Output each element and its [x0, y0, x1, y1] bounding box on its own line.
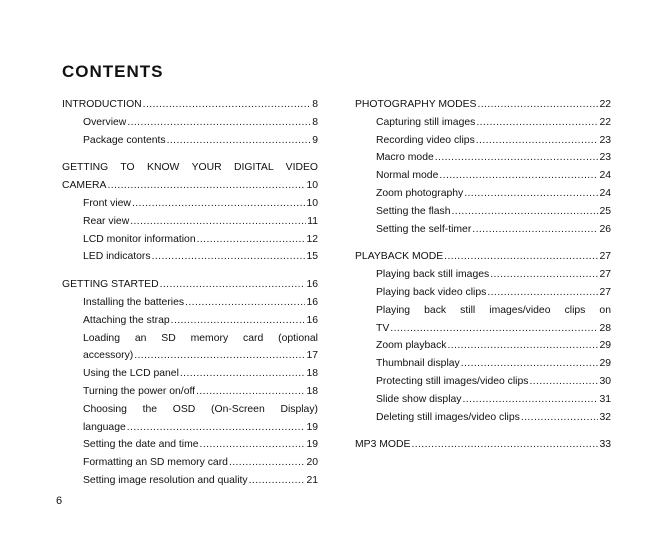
- toc-entry-page: 32: [599, 411, 611, 423]
- toc-entry-loading-sd-card-line1[interactable]: Loading an SD memory card (optional: [83, 332, 318, 344]
- toc-entry-title: PLAYBACK MODE: [355, 251, 444, 263]
- toc-entry-page: 11: [307, 215, 318, 227]
- toc-entry-page: 28: [599, 322, 611, 334]
- toc-section-playback: [355, 248, 611, 426]
- toc-entry-page: 18: [306, 368, 318, 380]
- toc-entry-getting-to-know-line1[interactable]: GETTING TO KNOW YOUR DIGITAL VIDEO: [62, 162, 318, 174]
- dot-leader: [127, 419, 306, 437]
- dot-leader: [134, 347, 305, 365]
- dot-leader: [435, 149, 599, 167]
- toc-entry-title: Normal mode: [376, 170, 439, 182]
- toc-entry-title: Slide show display: [376, 393, 462, 405]
- toc-entry-title: language: [83, 421, 126, 433]
- toc-entry-title: LED indicators: [83, 251, 151, 263]
- dot-leader: [447, 337, 598, 355]
- toc-entry-title: Setting the self-timer: [376, 223, 472, 235]
- dot-leader: [529, 373, 598, 391]
- toc-entry-title: Installing the batteries: [83, 296, 185, 308]
- toc-column-right: [355, 96, 611, 464]
- toc-entry-loading-sd-card-line2[interactable]: [62, 347, 318, 365]
- toc-entry-using-lcd-panel[interactable]: [62, 365, 318, 383]
- toc-entry-page: 10: [306, 180, 318, 192]
- toc-entry-choosing-osd-line2[interactable]: [62, 419, 318, 437]
- toc-entry-led-indicators[interactable]: [62, 248, 318, 266]
- toc-entry-package-contents[interactable]: [62, 132, 318, 150]
- toc-entry-title: GETTING STARTED: [62, 279, 159, 291]
- toc-entry-setting-date-time[interactable]: [62, 436, 318, 454]
- toc-entry-playing-on-tv-line1[interactable]: Playing back still images/video clips on: [376, 304, 611, 316]
- toc-entry-title: Attaching the strap: [83, 314, 170, 326]
- toc-entry-page: 19: [306, 421, 318, 433]
- dot-leader: [127, 114, 311, 132]
- toc-entry-title: CAMERA: [62, 180, 107, 192]
- dot-leader: [196, 383, 305, 401]
- toc-entry-title: Front view: [83, 197, 131, 209]
- toc-entry-page: 15: [306, 251, 318, 263]
- toc-entry-thumbnail-display[interactable]: [355, 355, 611, 373]
- toc-entry-title: Setting image resolution and quality: [83, 474, 248, 486]
- toc-entry-deleting-images[interactable]: [355, 409, 611, 427]
- toc-entry-page: 25: [599, 205, 611, 217]
- toc-entry-title: Overview: [83, 116, 127, 128]
- toc-entry-lcd-monitor-information[interactable]: [62, 231, 318, 249]
- toc-entry-title: PHOTOGRAPHY MODES: [355, 99, 477, 110]
- toc-entry-introduction[interactable]: [62, 96, 318, 114]
- dot-leader: [476, 114, 598, 132]
- toc-entry-normal-mode[interactable]: [355, 167, 611, 185]
- toc-entry-photography-modes[interactable]: [355, 96, 611, 114]
- dot-leader: [411, 436, 598, 454]
- toc-entry-title: Package contents: [83, 134, 166, 146]
- toc-entry-overview[interactable]: [62, 114, 318, 132]
- toc-entry-mp3-mode[interactable]: [355, 436, 611, 454]
- toc-entry-title: Turning the power on/off: [83, 385, 196, 397]
- toc-entry-page: 24: [599, 187, 611, 199]
- toc-entry-formatting-sd-card[interactable]: [62, 454, 318, 472]
- toc-entry-title: Capturing still images: [376, 116, 476, 128]
- toc-entry-title: Using the LCD panel: [83, 368, 179, 380]
- dot-leader: [477, 96, 598, 114]
- dot-leader: [461, 355, 599, 373]
- toc-entry-title: Zoom playback: [376, 340, 447, 352]
- dot-leader: [229, 454, 306, 472]
- dot-leader: [464, 185, 598, 203]
- toc-entry-page: 23: [599, 134, 611, 146]
- dot-leader: [197, 231, 306, 249]
- dot-leader: [143, 96, 312, 114]
- toc-entry-capturing-still-images[interactable]: [355, 114, 611, 132]
- toc-entry-getting-to-know-line2[interactable]: [62, 177, 318, 195]
- toc-entry-page: 12: [306, 233, 318, 245]
- toc-entry-page: 27: [599, 269, 611, 281]
- dot-leader: [130, 213, 306, 231]
- toc-entry-playing-on-tv-line2[interactable]: [355, 320, 611, 338]
- toc-entry-front-view[interactable]: [62, 195, 318, 213]
- toc-section-photography: [355, 96, 611, 238]
- dot-leader: [472, 221, 598, 239]
- toc-entry-rear-view[interactable]: [62, 213, 318, 231]
- toc-entry-page: 16: [306, 279, 318, 291]
- toc-entry-zoom-playback[interactable]: [355, 337, 611, 355]
- dot-leader: [171, 312, 306, 330]
- toc-section-introduction: [62, 96, 318, 149]
- toc-entry-title: Thumbnail display: [376, 358, 460, 370]
- toc-entry-playback-mode[interactable]: [355, 248, 611, 266]
- toc-entry-page: 30: [599, 375, 611, 387]
- toc-entry-zoom-photography[interactable]: [355, 185, 611, 203]
- toc-entry-installing-batteries[interactable]: [62, 294, 318, 312]
- toc-entry-page: 27: [599, 251, 611, 263]
- toc-entry-page: 24: [599, 170, 611, 182]
- toc-entry-title: Recording video clips: [376, 134, 475, 146]
- toc-entry-page: 18: [306, 385, 318, 397]
- toc-entry-choosing-osd-line1[interactable]: Choosing the OSD (On-Screen Display): [83, 403, 318, 415]
- toc-entry-title: Setting the flash: [376, 205, 451, 217]
- toc-entry-page: 21: [306, 474, 318, 486]
- dot-leader: [439, 167, 598, 185]
- toc-entry-page: 22: [599, 99, 611, 110]
- toc-entry-title: accessory): [83, 350, 134, 362]
- page-title: CONTENTS: [62, 62, 164, 81]
- dot-leader: [249, 472, 306, 490]
- toc-section-getting-started: [62, 276, 318, 490]
- toc-entry-title: Macro mode: [376, 152, 434, 164]
- dot-leader: [452, 203, 599, 221]
- dot-leader: [107, 177, 305, 195]
- toc-entry-image-resolution-quality[interactable]: [62, 472, 318, 490]
- toc-entry-page: 33: [599, 439, 611, 451]
- toc-entry-page: 8: [312, 99, 318, 110]
- toc-entry-title: Protecting still images/video clips: [376, 375, 529, 387]
- toc-entry-turning-power[interactable]: [62, 383, 318, 401]
- toc-entry-page: 17: [306, 350, 318, 362]
- toc-entry-attaching-strap[interactable]: [62, 312, 318, 330]
- toc-entry-setting-flash[interactable]: [355, 203, 611, 221]
- toc-entry-title: Playing back video clips: [376, 286, 487, 298]
- toc-entry-title: Zoom photography: [376, 187, 464, 199]
- toc-entry-title: INTRODUCTION: [62, 99, 142, 110]
- toc-entry-playing-back-still-images[interactable]: [355, 266, 611, 284]
- toc-entry-page: 16: [306, 296, 318, 308]
- dot-leader: [185, 294, 305, 312]
- toc-entry-title: LCD monitor information: [83, 233, 196, 245]
- toc-entry-page: 23: [599, 152, 611, 164]
- toc-entry-getting-started[interactable]: [62, 276, 318, 294]
- toc-entry-page: 20: [306, 457, 318, 469]
- toc-entry-page: 29: [599, 340, 611, 352]
- toc-entry-page: 9: [312, 134, 318, 146]
- toc-entry-page: 31: [599, 393, 611, 405]
- dot-leader: [132, 195, 306, 213]
- toc-entry-page: 19: [306, 439, 318, 451]
- dot-leader: [390, 320, 598, 338]
- toc-entry-recording-video-clips[interactable]: [355, 132, 611, 150]
- toc-section-mp3: [355, 436, 611, 454]
- toc-entry-protecting-images[interactable]: [355, 373, 611, 391]
- dot-leader: [487, 284, 598, 302]
- dot-leader: [444, 248, 598, 266]
- toc-entry-playing-back-video-clips[interactable]: [355, 284, 611, 302]
- toc-entry-title: Rear view: [83, 215, 130, 227]
- toc-column-left: [62, 96, 318, 500]
- toc-entry-page: 29: [599, 358, 611, 370]
- toc-entry-page: 27: [599, 286, 611, 298]
- dot-leader: [476, 132, 599, 150]
- dot-leader: [160, 276, 306, 294]
- dot-leader: [180, 365, 306, 383]
- toc-entry-title: Deleting still images/video clips: [376, 411, 520, 423]
- toc-entry-macro-mode[interactable]: [355, 149, 611, 167]
- toc-entry-title: TV: [376, 322, 390, 334]
- dot-leader: [521, 409, 599, 427]
- toc-entry-setting-self-timer[interactable]: [355, 221, 611, 239]
- toc-entry-page: 26: [599, 223, 611, 235]
- dot-leader: [167, 132, 312, 150]
- page-number: 6: [56, 495, 63, 507]
- toc-entry-page: 16: [306, 314, 318, 326]
- dot-leader: [200, 436, 306, 454]
- toc-entry-page: 8: [312, 116, 318, 128]
- toc-section-getting-to-know: [62, 159, 318, 266]
- toc-entry-page: 22: [599, 116, 611, 128]
- toc-entry-title: Playing back still images: [376, 269, 490, 281]
- toc-entry-page: 10: [306, 197, 318, 209]
- dot-leader: [152, 248, 306, 266]
- toc-entry-title: Formatting an SD memory card: [83, 457, 228, 469]
- toc-entry-slide-show-display[interactable]: [355, 391, 611, 409]
- dot-leader: [462, 391, 598, 409]
- dot-leader: [490, 266, 598, 284]
- toc-entry-title: MP3 MODE: [355, 439, 411, 451]
- toc-entry-title: Setting the date and time: [83, 439, 199, 451]
